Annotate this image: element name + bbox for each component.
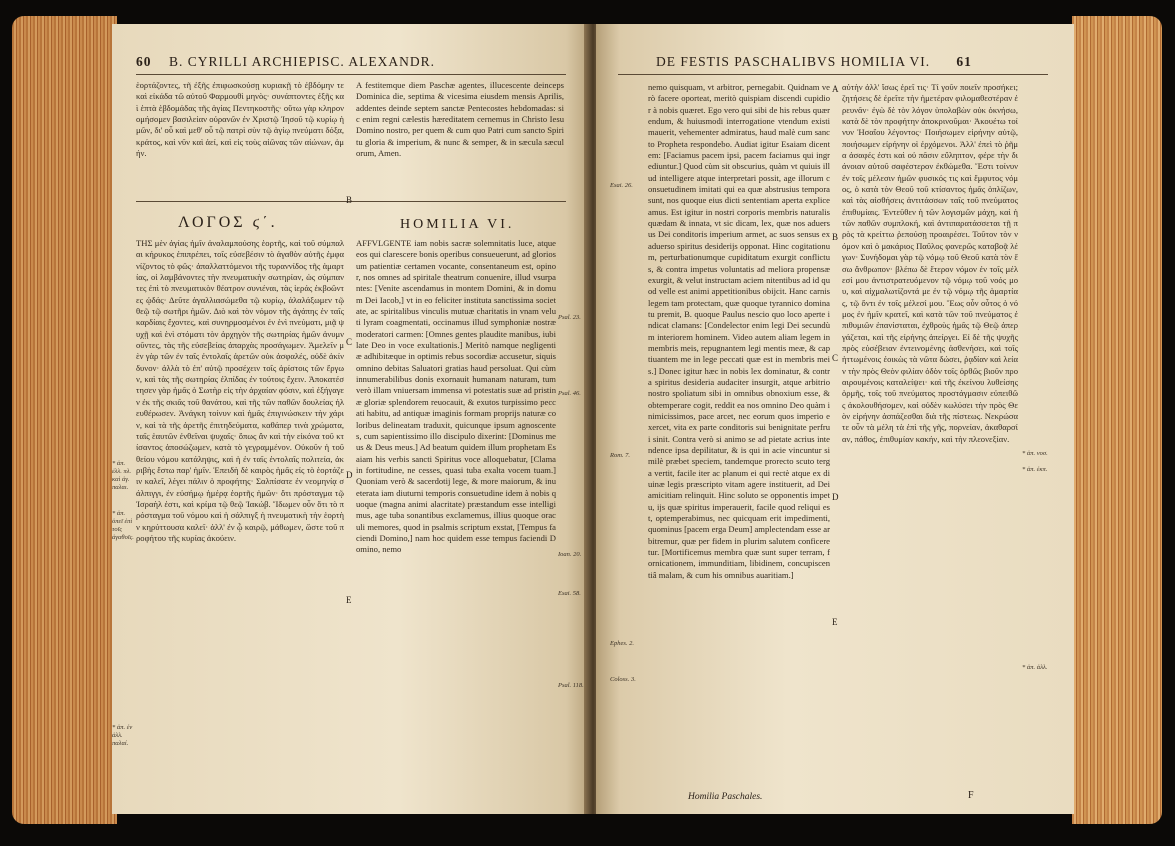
left-greek-top: ἑορτάζοντες, τῆ ἐξῆς ἐπιφωσκούσῃ κυριακῇ τὸ ἐβδόμην τε καὶ εἰκάδα τῶ αὐτοῦ Φαρμουθὶ μηνὸς· συνάπτοντες ἐξῆς καὶ ἑπτὰ ἑβδομάδας τῆς ἁγίας Πεντηκοστῆς· οὕτω γὰρ κληρονομήσομεν βασιλείαν οὐρανῶν ἐν Χριστῷ Ἰησοῦ τῷ κυρίῳ ἡμῶν, δι' οὗ καὶ μεθ' οὗ τῷ πατρὶ σὺν τῷ ἁγίῳ πνεύματι δόξα, κράτος, καὶ νῦν καὶ ἀεί, καὶ εἰς τοὺς αἰῶνας τῶν αἰώνων, ἀμήν. (136, 80, 344, 159)
left-header-rule (136, 74, 566, 75)
right-running-head (656, 54, 972, 70)
left-running-title: B. CYRILLI ARCHIEPISC. ALEXANDR. (169, 54, 436, 69)
right-marker-c: C (832, 353, 839, 363)
right-signature-mark: F (968, 790, 974, 801)
open-book (12, 6, 1162, 838)
left-running-head (136, 54, 435, 70)
left-greek-column: ΤΗΣ μὲν ἁγίας ἡμῖν ἀναλαμπούσης ἑορτῆς, καὶ τοῦ σύμπαλαι κήρυκος ἐπιπρέπει, τοῖς εὐσεβέσιν τὸ ἀγαθὸν αὐτῆς ἐμφανίζοντος τὸ φῶς· ἀπαλλαττόμενοι τῆς τυραννίδος τῆς ἁμαρτίας, οἱ λαμβάνοντες τὴν πνευματικὴν σωτηρίαν, ὡς σύμπαντες ἐπὶ τὸ πνευματικὸν θέατρον συνιέναι, τὰς ἱεράς ἐκβοῶντες ᾠδάς· Δεῦτε ἀγαλλιασώμεθα τῷ κυρίῳ, ἀλαλάξωμεν τῷ θεῷ τῷ σωτῆρι ἡμῶν. Διὸ καὶ τὸν νόμον τῆς ἀγάπης ἐν ταῖς καρδίαις ἔχοντες, καὶ συνηρμοσμένοι ἐν ἑνὶ πνεύματι, μιᾷ ψυχῇ καὶ ἑνὶ στόματι τὸν ἀρχηγὸν τῆς σωτηρίας ἡμῶν ἀνυμνοῦντες, τὰς τῆς εὐσεβείας ἀπαρχὰς προσάγωμεν. Ἀμελεῖν μὲν γὰρ τῶν ἐν ταῖς ἐντολαῖς ἀρετῶν οὐκ ἀσφαλές, οὐδὲ ἀκίνδυνον· ἀλλὰ τὸ ἐπ' αὐτῷ προσέχειν τοῖς ἀρίστοις τῶν ἔργων, καὶ τὰς τῆς σωτηρίας ἐλπίδας ἐν τούτοις ἔχειν. Ἀποκατέστησεν γὰρ ἡμᾶς ὁ Σωτὴρ εἰς τὴν ἀρχαίαν φύσιν, καὶ ἐξήγαγεν ἐκ τῆς σκιᾶς τοῦ θανάτου, καὶ τῆς τῶν παθῶν δουλείας ἠλευθέρωσεν. Ἀνάγκη τοίνυν καὶ ἡμᾶς ἐπιγινώσκειν τὴν χάριν, καὶ τὰ τῆς ἀρετῆς ἐπιτηδεύματα, καθάπερ τινὰ χρώματα, ταῖς ἑαυτῶν ἐνθεῖναι ψυχαῖς· ὅπως ἂν καὶ τὴν εἰκόνα τοῦ κτίσαντος ἀποσώζωμεν, κατὰ τὸ γεγραμμένον. Οὐκοῦν ἡ τοῦ θείου νόμου κατάληψις, καὶ ἡ ἐν ταῖς ἐντολαῖς πολιτεία, ἀκριβὴς ἔστω παρ' ἡμῖν. Ἐπειδὴ δὲ καιρὸς ἡμᾶς εἰς τὸ ἑορτάζειν καλεῖ, λέγει πάλιν ὁ προφήτης· Σαλπίσατε ἐν νεομηνίᾳ σάλπιγγι, ἐν εὐσήμῳ ἡμέρᾳ ἑορτῆς ἡμῶν· ὅτι πρόσταγμα τῷ Ἰσραὴλ ἐστι, καὶ κρίμα τῷ θεῷ Ἰακώβ. Ἴδωμεν οὖν ὅτι τὸ πρόσταγμα τοῦ νόμου καὶ ἡ σάλπιγξ ἡ πνευματικὴ τὴν ἑορτὴν κηρύττουσα καλεῖ· ἀλλ' ἐν ᾧ καιρῷ, μάθωμεν, ὥστε τοῦ προφήτου τῆς κυρίας ἀκούειν. (136, 238, 344, 543)
right-margin-note-2: * ἀπ. ἐκπ. (1022, 466, 1048, 473)
right-marker-d: D (832, 492, 839, 502)
left-latin-top: A festitemque diem Paschæ agentes, illucescente deinceps Dominica die, septima & vicesima eiusdem mensis Aprilis, addentes deinde septem sanctæ Pentecostes hebdomadas: sic enim regni cælestis hæreditatem cernemus in Christo Iesu Domino nostro, per quem & cum quo Patri cum sancto Spiritu gloria & imperium, & nunc & semper, & in sæcula sæculorum, Amen. (356, 80, 564, 159)
right-latin-column: nemo quisquam, vt arbitror, pernegabit. Quidnam verò facere oporteat, meritò quispiam discendi cupidior à nobis quæret. Ego vero qui sibi de his rebus quærendum, & huiusmodi interrogatione vtendum existimauerit, vehementer admiratus, haud malè cum sancto Propheta respondebo. Audiat igitur Esaiam dicentem: [Faciamus pacem ipsi, pacem faciamus qui ingrediuntur.] Quod cùm sit obscurius, quàm vt quiuis illud intelligere atque interpretari possit, age illorum consuetudinem imitati qui ea quæ abstrusius tempora sunt, nos quoque eius dicti sententiam aperta expliceamus. Est igitur in nostri corporis membris naturalis quædam & innata, vt sic dicam, lex, quæ nos aduersus Dei conditoris imperium armet, ac suos sensus ex aduerso spiritus desiderijs opponat. Hinc cogitationum, perturbationumque cupiditatum exurgit conflictus, & contra impetus voluntatis ad meliora propensæ exurgit, & velut instructam aciem nitentibus ad id quod velle est animi appetitionibus obijcit. Hanc carnis legem tam protectam, quæ quoque tyrannico dominatu premit, B. quoque Paulus nescio quo loco aperte indicat clamans: [Condelector enim legi Dei secundùm interiorem hominem. Video autem aliam legem in membris meis, repugnantem legi mentis meæ, & captiuantem me in lege peccati quæ est in membris meis.] Donec igitur hæc in nobis lex dominatur, & contra spiritus desideria audaciter insurgit, atque arbitrio nostro spoliatum sibi in omnibus obnoxium esse, & obtemperare cogit, reddit ea nos omnino Deo quàm inimicissimos, pace arcet, nec eorum quos imperio exercet, vita ex parte conditoris sui benignitate perfrui sinit. Contra verò si animo se ad pietate acrius intendence ipsa depilitatur, & is qui in acie vincuntur similè præbet speciem, tandemque prorecto scuto terga vertit, facile iter ac planum ei qui rectè atque ex diuinæ legis præscripto vitam agere instituerit, ad Dei amicitiam relinquit. Hinc soluto se opponentis impetu, ijs quæ spiritus imperauerit, facile quod reliqui est, optemperabimus, nec quicquam erit impedimenti, quominus [pacem erga Deum] amplectendam esse arbitremur, quæ per fidem in plurim salutem conficeretur. [Mortificemus membra quæ sunt super terram, fornicationem, immunditiam, libidinem, concupiscentiâ malam, & cum his omnibus auaritiam.] (648, 82, 830, 580)
left-margin-note-3: * ἀπ. ἐν ἀλλ. παλαί. (112, 724, 133, 747)
right-page-edges (1072, 16, 1162, 824)
right-page (596, 24, 1074, 814)
left-marker-d: D (346, 470, 353, 480)
right-inner-note-4: Coloss. 3. (610, 676, 636, 683)
left-folio: 60 (136, 54, 152, 69)
left-page (112, 24, 590, 814)
right-marker-b: B (832, 232, 839, 242)
left-marker-c: C (346, 337, 353, 347)
right-running-title: DE FESTIS PASCHALIBVS HOMILIA VI. (656, 54, 931, 69)
right-header-rule (618, 74, 1048, 75)
right-margin-note-1: * ἀπ. νοσ. (1022, 450, 1048, 457)
left-greek-heading: ΛΟΓΟΣ ϛ΄. (178, 214, 278, 231)
left-inner-note-5: Psal. 118. (558, 682, 584, 689)
left-inner-note-3: Ioan. 20. (558, 551, 582, 558)
right-folio: 61 (956, 54, 972, 69)
left-inner-note-2: Psal. 46. (558, 390, 581, 397)
right-inner-note-3: Ephes. 2. (610, 640, 635, 647)
left-margin-note-2: * ἀπ. ὁπεῖ ἐπὶ τοῖς ἀγαθοῖς. (112, 510, 134, 541)
left-page-edges (12, 16, 117, 824)
right-footer-catchword: Homilia Paschales. (688, 792, 763, 802)
left-inner-note-4: Esai. 58. (558, 590, 581, 597)
right-greek-column: αὐτὴν ἀλλ' ἴσως ἐρεῖ τις· Τί γοῦν ποιεῖν προσήκει; ζητήσεις δὲ ἐρεῖτε τὴν ἡμετέραν φιλομαθεστέραν ἐρευνᾶν· ἐγὼ δὲ τὸν λόγον ὑπολαβὼν οὐκ ὀκνήσω, κατὰ δὲ τὸν προφήτην ἀποκρινοῦμαι· Ἀκουέτω τοίνυν Ἠσαΐου λέγοντος· Ποιήσωμεν εἰρήνην αὐτῷ, ποιήσωμεν εἰρήνην οἱ ἐρχόμενοι. Ἀλλ' ἐπεὶ τὸ ῥῆμα ἀσαφές ἐστι καὶ οὐ πᾶσιν εὔληπτον, φέρε τὴν διάνοιαν αὐτοῦ σαφέστερον ἐκθώμεθα. Ἔστι τοίνυν ἐν τοῖς μέλεσιν ἡμῶν φυσικός τις καὶ ἔμφυτος νόμος, ὁ κατὰ τὸν Θεοῦ τοῦ κτίσαντος ἡμᾶς ὁπλίζων, καὶ τὰς αἰσθήσεις ἀντιτάσσων ταῖς τοῦ πνεύματος ἐπιθυμίαις. Ἐντεῦθεν ἡ τῶν λογισμῶν μάχη, καὶ ἡ τῶν παθῶν συμπλοκή, καὶ ἀντιπαρατάσσεται τῇ πρὸς τὰ κρείττω ῥεπούσῃ προαιρέσει. Τοῦτον τὸν νόμον καὶ ὁ μακάριος Παῦλος φανερῶς καταβοᾷ λέγων· Συνήδομαι γὰρ τῷ νόμῳ τοῦ Θεοῦ κατὰ τὸν ἔσω ἄνθρωπον· βλέπω δὲ ἕτερον νόμον ἐν τοῖς μέλεσί μου ἀντιστρατευόμενον τῷ νόμῳ τοῦ νοός μου, καὶ αἰχμαλωτίζοντά με ἐν τῷ νόμῳ τῆς ἁμαρτίας, τῷ ὄντι ἐν τοῖς μέλεσί μου. Ἕως οὖν οὗτος ὁ νόμος ἐν ἡμῖν κρατεῖ, καὶ κατὰ τῶν τοῦ πνεύματος ἐπιθυμιῶν ἐπανίσταται, ἐχθροὺς ἡμᾶς τῷ Θεῷ ἀπεργάζεται, καὶ τῆς εἰρήνης ἀπείργει. Εἰ δὲ τῆς ψυχῆς πρὸς εὐσέβειαν ἐντεινομένης ἀσθενήσει, καὶ τοῖς ἡττωμένοις ἐοικὼς τὰ νῶτα δώσει, ῥᾳδίαν καὶ λείαν τὴν πρὸς Θεὸν φιλίαν ὁδὸν τοῖς ὀρθῶς βιοῦν προαιρουμένοις καταλείψει· καὶ τῆς ἐκείνου λυθείσης ὁρμῆς, τοῖς τοῦ πνεύματος προστάγμασιν εὐπειθῶς ἀκολουθήσομεν, καὶ οὐδὲν κωλύσει τὴν πρὸς Θεὸν εἰρήνην ἀσπάζεσθαι διὰ τῆς πίστεως. Νεκρώσατε οὖν τὰ μέλη τὰ ἐπὶ τῆς γῆς, πορνείαν, ἀκαθαρσίαν, πάθος, ἐπιθυμίαν κακήν, καὶ τὴν πλεονεξίαν. (842, 82, 1018, 444)
right-marker-a: A (832, 84, 839, 94)
left-marker-b: B (346, 195, 353, 205)
left-inner-note-1: Psal. 23. (558, 314, 581, 321)
left-latin-column: AFFVLGENTE iam nobis sacræ solemnitatis luce, atque eos qui clarescere bonis operibus consueuerunt, ad gloriosum patientiæ certamen vocante, consentaneum est, opinor, nos omnes ad spiritale theatrum conuenire, illud vsurpantes: [Venite ascendamus in montem Domini, & in domum Dei Iacob,] vt in eo feliciter instituta sanctissima societate, ac spiritalibus vinculis mutuæ charitatis in vnam veluti lyram coagmentati, occinamus illud symphoniæ nostræ moderatori carmen: [Omnes gentes plaudite manibus, iubilate Deo in voce exultationis.] Meritò namque negligentiæ adhibitæque in optimis rebus socordiæ accusetur, siquis omnino debitas Saluatori gratias haud persoluat. Qui cùm innumerabilibus donis exornauit humanam naturam, tum verò illam vniuersam immensa vi potestatis suæ ad pristinæ gloriæ splendorem reuocauit, & exutos turpissimo peccati habitu, ad antiquæ imaginis formam proprijs naturæ coloribus delineatam traduxit, quicunque ipsum agnoscentes, cum sapientissimo illo discipulo dixerint: [Dominus meus & Deus meus.] Ad beatum quidem illum prophetam Esaiam his verbis sancti Spiritus voce alloquebatur, [Clama in fortitudine, ne cesses, quasi tuba exalta vocem tuam.] Quoniam verò & sacerdotij lege, & more maiorum, & inueterata iam diuturni temporis consuetudine idem à nobis quoque (magna animi alacritate) præstandum esse intelligimus, age tuba sonantibus exclamemus, illius quoque oraculi memores, quod in psalmis scriptum exstat, [Tempus faciendi Domino,] nam hoc quidem esse tempus faciendi Domino, nemo (356, 238, 556, 555)
left-latin-heading: HOMILIA VI. (400, 217, 515, 232)
right-marker-e: E (832, 617, 838, 627)
right-inner-note-1: Esai. 26. (610, 182, 633, 189)
right-margin-note-3: * ἀπ. ἀλλ. (1022, 664, 1048, 671)
left-marker-e: E (346, 595, 352, 605)
left-margin-note-1: * ἀπ. ἐλλ. πλ. καὶ ἀγ. παλαι. (112, 460, 132, 491)
right-inner-note-2: Rom. 7. (610, 452, 631, 459)
